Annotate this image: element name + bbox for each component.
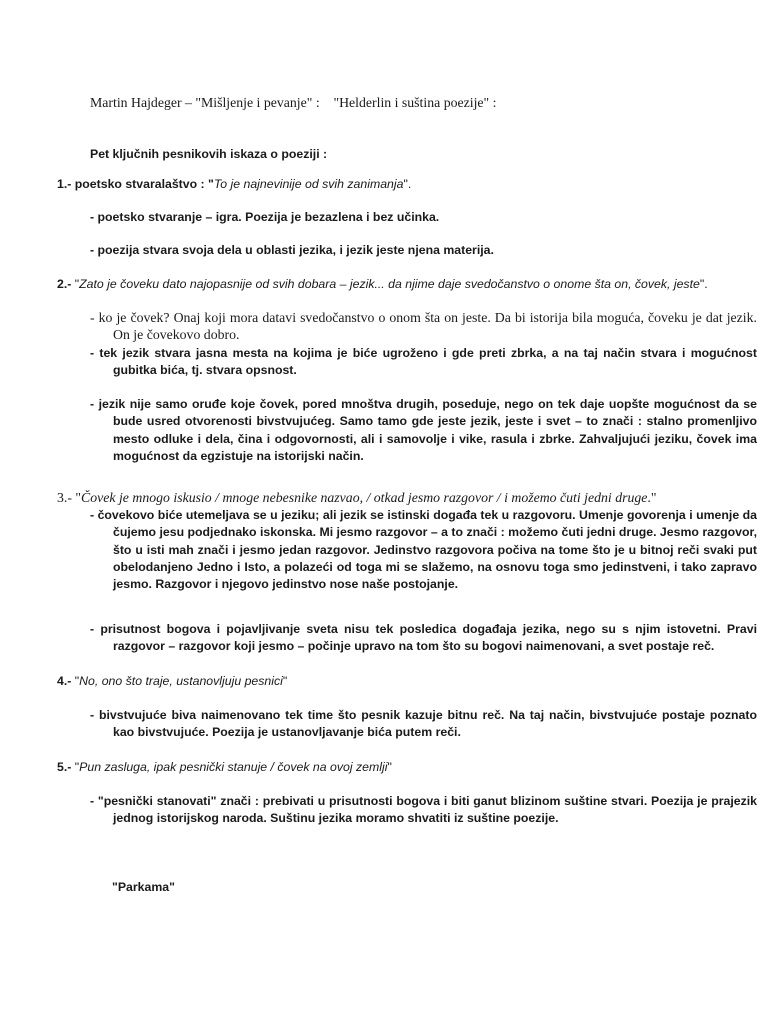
statement-quote: No, ono što traje, ustanovljuju pesnici [79,674,283,688]
intro-heading: Pet ključnih pesnikovih iskaza o poeziji : [90,147,328,161]
bullet-2-1: - ko je čovek? Onaj koji mora datavi svedočanstvo o onom šta on jeste. Da bi istorija bila moguća, čoveku je dat jezik. On je čovekovo dobro. [90,310,757,342]
statement-quote: Zato je čoveku dato najopasnije od svih dobara – jezik... da njime daje svedočanstvo o onome šta on, čovek, jeste [79,277,700,291]
statement-number: 4.- [57,674,72,688]
statement-number: 1.- [57,177,72,191]
statement-5: 5.- "Pun zasluga, ipak pesnički stanuje / čovek na ovoj zemlji" [57,760,392,774]
statement-1: 1.- poetsko stvaralaštvo : "To je najnevinije od svih zanimanja". [57,177,412,191]
statement-3: 3.- "Čovek je mnogo iskusio / mnoge nebesnike nazvao, / otkad jesmo razgovor / i možemo čuti jedni druge." [57,490,657,505]
statement-number: 5.- [57,760,72,774]
bullet-5-1: - "pesnički stanovati" znači : prebivati u prisutnosti bogova i biti ganut blizinom suštine stvari. Poezija je prajezik jednog istorijskog naroda. Suštinu jezika moramo shvatiti iz suštine poezije. [90,794,757,825]
document-header [90,94,650,111]
statement-quote: Čovek je mnogo iskusio / mnoge nebesnike nazvao, / otkad jesmo razgovor / i možemo čuti jedni druge [81,490,648,505]
statement-2: 2.- "Zato je čoveku dato najopasnije od svih dobara – jezik... da njime daje svedočanstvo o onome šta on, čovek, jeste". [57,277,708,291]
bullet-3-2: - prisutnost bogova i pojavljivanje sveta nisu tek posledica događaja jezika, nego su s njim istovetni. Pravi razgovor – razgovor koji jesmo – počinje upravo na tom što su bogovi naimenovani, a svet postaje reč. [90,622,757,653]
bullet-2-2: - tek jezik stvara jasna mesta na kojima je biće ugroženo i gde preti zbrka, a na taj način stvara i mogućnost gubitka bića, tj. stvara opsnost. [90,346,757,377]
closing-title: "Parkama" [112,880,175,894]
statement-number: 2.- [57,277,72,291]
statement-number: 3.- [57,490,72,505]
statement-quote: Pun zasluga, ipak pesnički stanuje / čovek na ovoj zemlji [79,760,388,774]
essay-title: "Helderlin i suština poezije" : [333,95,497,110]
bullet-3-1: - čovekovo biće utemeljava se u jeziku; ali jezik se istinski događa tek u razgovoru. Umenje govorenja i umenje da čujemo jesu podjednako iskonska. Mi jesmo razgovor – a to znači : možemo čuti jedni druge. Jesmo razgovor, što u isti mah znači i jesmo jedan razgovor. Jedinstvo razgovora počiva na tome što je u bitnoj reči svaki put obelodanjeno Jedno i Isto, a polazeći od toga mi se slažemo, na osnovu toga smo jedinstveni, i tako zapravo jesmo. Razgovor i njegovo jedinstvo nose naše postojanje. [90,508,757,592]
bullet-4-1: - bivstvujuće biva naimenovano tek time što pesnik kazuje bitnu reč. Na taj način, bivstvujuće postaje poznato kao bivstvujuće. Poezija je ustanovljavanje bića putem reči. [90,708,757,739]
statement-4: 4.- "No, ono što traje, ustanovljuju pesnici" [57,674,288,688]
statement-quote: To je najnevinije od svih zanimanja [213,177,404,191]
bullet-2-3: - jezik nije samo oruđe koje čovek, pored mnoštva drugih, poseduje, nego on tek daje uopšte mogućnost da se bude usred otvorenosti bivstvujućeg. Samo tamo gde jeste jezik, jeste i svet – to znači : stalno promenljivo mesto odluke i dela, čina i odgovornosti, ali i samovolje i vike, rasula i zbrke. Zahvaljujući jeziku, čovek ima mogućnost da egzistuje na istorijski način. [90,397,757,463]
bullet-1-2: - poezija stvara svoja dela u oblasti jezika, i jezik jeste njena materija. [90,243,494,257]
bullet-1-1: - poetsko stvaranje – igra. Poezija je bezazlena i bez učinka. [90,210,440,224]
author-title: Martin Hajdeger – "Mišljenje i pevanje" : [90,95,320,110]
